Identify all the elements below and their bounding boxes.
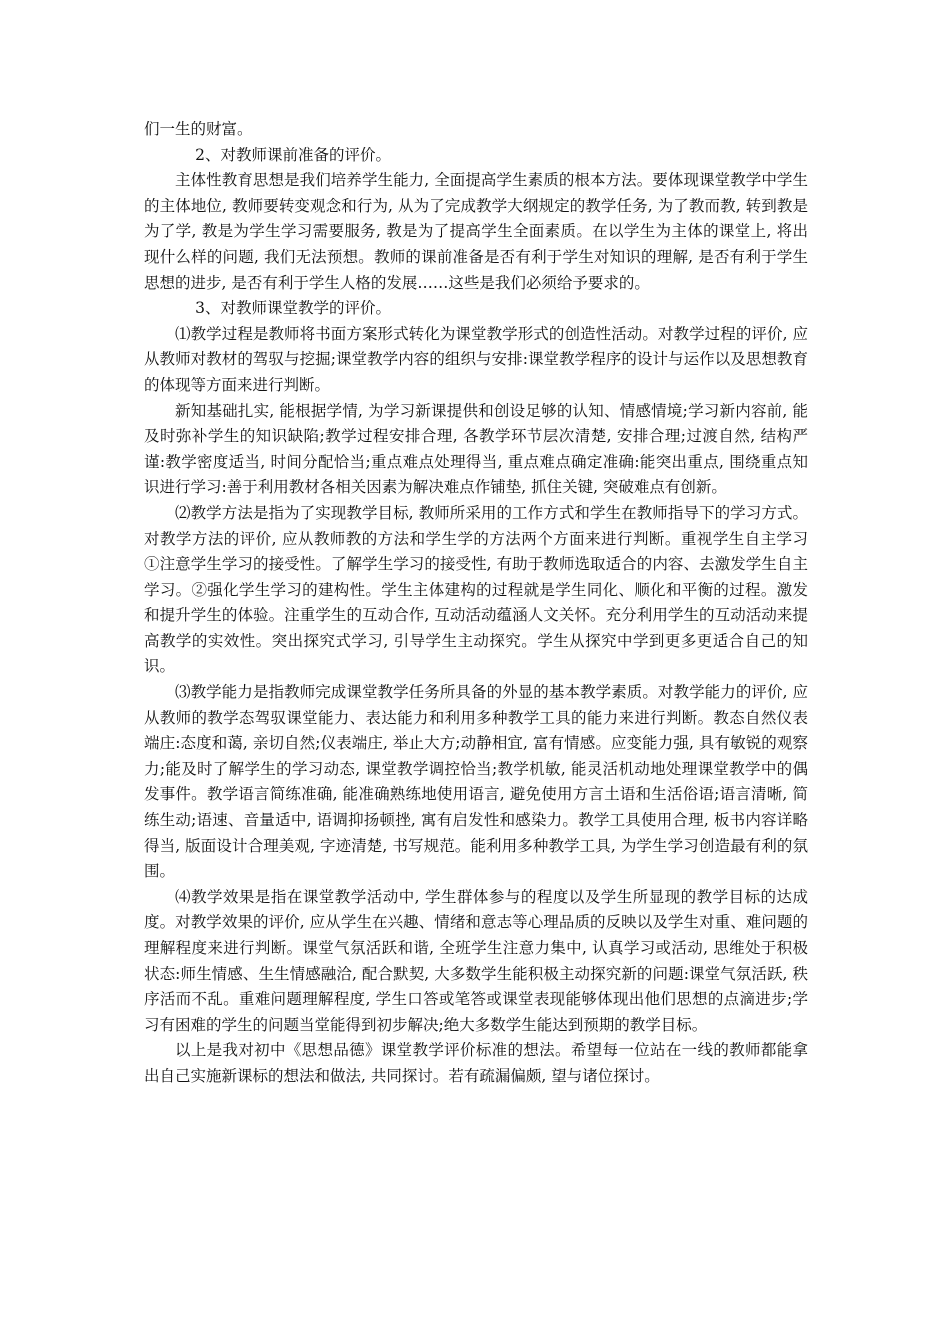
section-heading-2: 2、对教师课前准备的评价。 bbox=[195, 145, 392, 164]
paragraph-teaching-effect: ⑷教学效果是指在课堂教学活动中, 学生群体参与的程度以及学生所显现的教学目标的达成度。对教学效果的评价, 应从学生在兴趣、情绪和意志等心理品质的反映以及学生对重、难问题的理解程度来进行判断。课堂气氛活跃和谐, 全班学生注意力集中, 认真学习或活动, 思维处于积极状态:师生情感、生生情感融洽, 配合默契, 大多数学生能积极主动探究新的问题:课堂气氛活跃, 秩序活而不乱。重难问题理解程度, 学生口答或笔答或课堂表现能够体现出他们思想的点滴进步;学习有困难的学生的问题当堂能得到初步解决;绝大多数学生能达到预期的教学目标。 bbox=[144, 887, 808, 1034]
paragraph-conclusion: 以上是我对初中《思想品德》课堂教学评价标准的想法。希望每一位站在一线的教师都能拿出自己实施新课标的想法和做法, 共同探讨。若有疏漏偏颇, 望与诸位探讨。 bbox=[144, 1041, 808, 1085]
section-heading-3: 3、对教师课堂教学的评价。 bbox=[195, 299, 392, 318]
paragraph-teaching-ability: ⑶教学能力是指教师完成课堂教学任务所具备的外显的基本教学素质。对教学能力的评价, 应从教师的教学态驾驭课堂能力、表达能力和利用多种教学工具的能力来进行判断。教态自然仪表端庄:态度和蔼, 亲切自然;仪表端庄, 举止大方;动静相宜, 富有情感。应变能力强, 具有敏锐的观察力;能及时了解学生的学习动态, 课堂教学调控恰当;教学机敏, 能灵活机动地处理课堂教学中的偶发事件。教学语言简练准确, 能准确熟练地使用语言, 避免使用方言土语和生活俗语;语言清晰, 简练生动;语速、音量适中, 语调抑扬顿挫, 寓有启发性和感染力。教学工具使用合理, 板书内容详略得当, 版面设计合理美观, 字迹清楚, 书写规范。能利用多种教学工具, 为学生学习创造最有利的氛围。 bbox=[144, 683, 808, 881]
paragraph-teaching-process: ⑴教学过程是教师将书面方案形式转化为课堂教学形式的创造性活动。对教学过程的评价, 应从教师对教材的驾驭与挖掘;课堂教学内容的组织与安排:课堂教学程序的设计与运作以及思想教育的体现等方面来进行判断。 bbox=[144, 324, 808, 394]
paragraph-new-knowledge: 新知基础扎实, 能根据学情, 为学习新课提供和创设足够的认知、情感情境;学习新内容前, 能及时弥补学生的知识缺陷;教学过程安排合理, 各教学环节层次清楚, 安排合理;过渡自然, 结构严谨:教学密度适当, 时间分配恰当;重点难点处理得当, 重点难点确定准确:能突出重点, 围绕重点知识进行学习:善于利用教材各相关因素为解决难点作铺垫, 抓住关键, 突破难点有创新。 bbox=[144, 401, 808, 497]
paragraph-subject-education: 主体性教育思想是我们培养学生能力, 全面提高学生素质的根本方法。要体现课堂教学中学生的主体地位, 教师要转变观念和行为, 从为了完成教学大纲规定的教学任务, 为了教而教, 转到教是为了学, 教是为学生学习需要服务, 教是为了提高学生全面素质。在以学生为主体的课堂上, 将出现什么样的问题, 我们无法预想。教师的课前准备是否有利于学生对知识的理解, 是否有利于学生思想的进步, 是否有利于学生人格的发展……这些是我们必须给予要求的。 bbox=[144, 171, 808, 292]
paragraph-teaching-method: ⑵教学方法是指为了实现教学目标, 教师所采用的工作方式和学生在教师指导下的学习方式。对教学方法的评价, 应从教师教的方法和学生学的方法两个方面来进行判断。重视学生自主学习 ①注意学生学习的接受性。了解学生学习的接受性, 有助于教师选取适合的内容、去激发学生自主学习。②强化学生学习的建构性。学生主体建构的过程就是学生同化、顺化和平衡的过程。激发和提升学生的体验。注重学生的互动合作, 互动活动蕴涵人文关怀。充分利用学生的互动活动来提高教学的实效性。突出探究式学习, 引导学生主动探究。学生从探究中学到更多更适合自己的知识。 bbox=[144, 503, 808, 676]
document-page bbox=[144, 117, 808, 1090]
paragraph-continuation: 们一生的财富。 bbox=[144, 120, 253, 138]
